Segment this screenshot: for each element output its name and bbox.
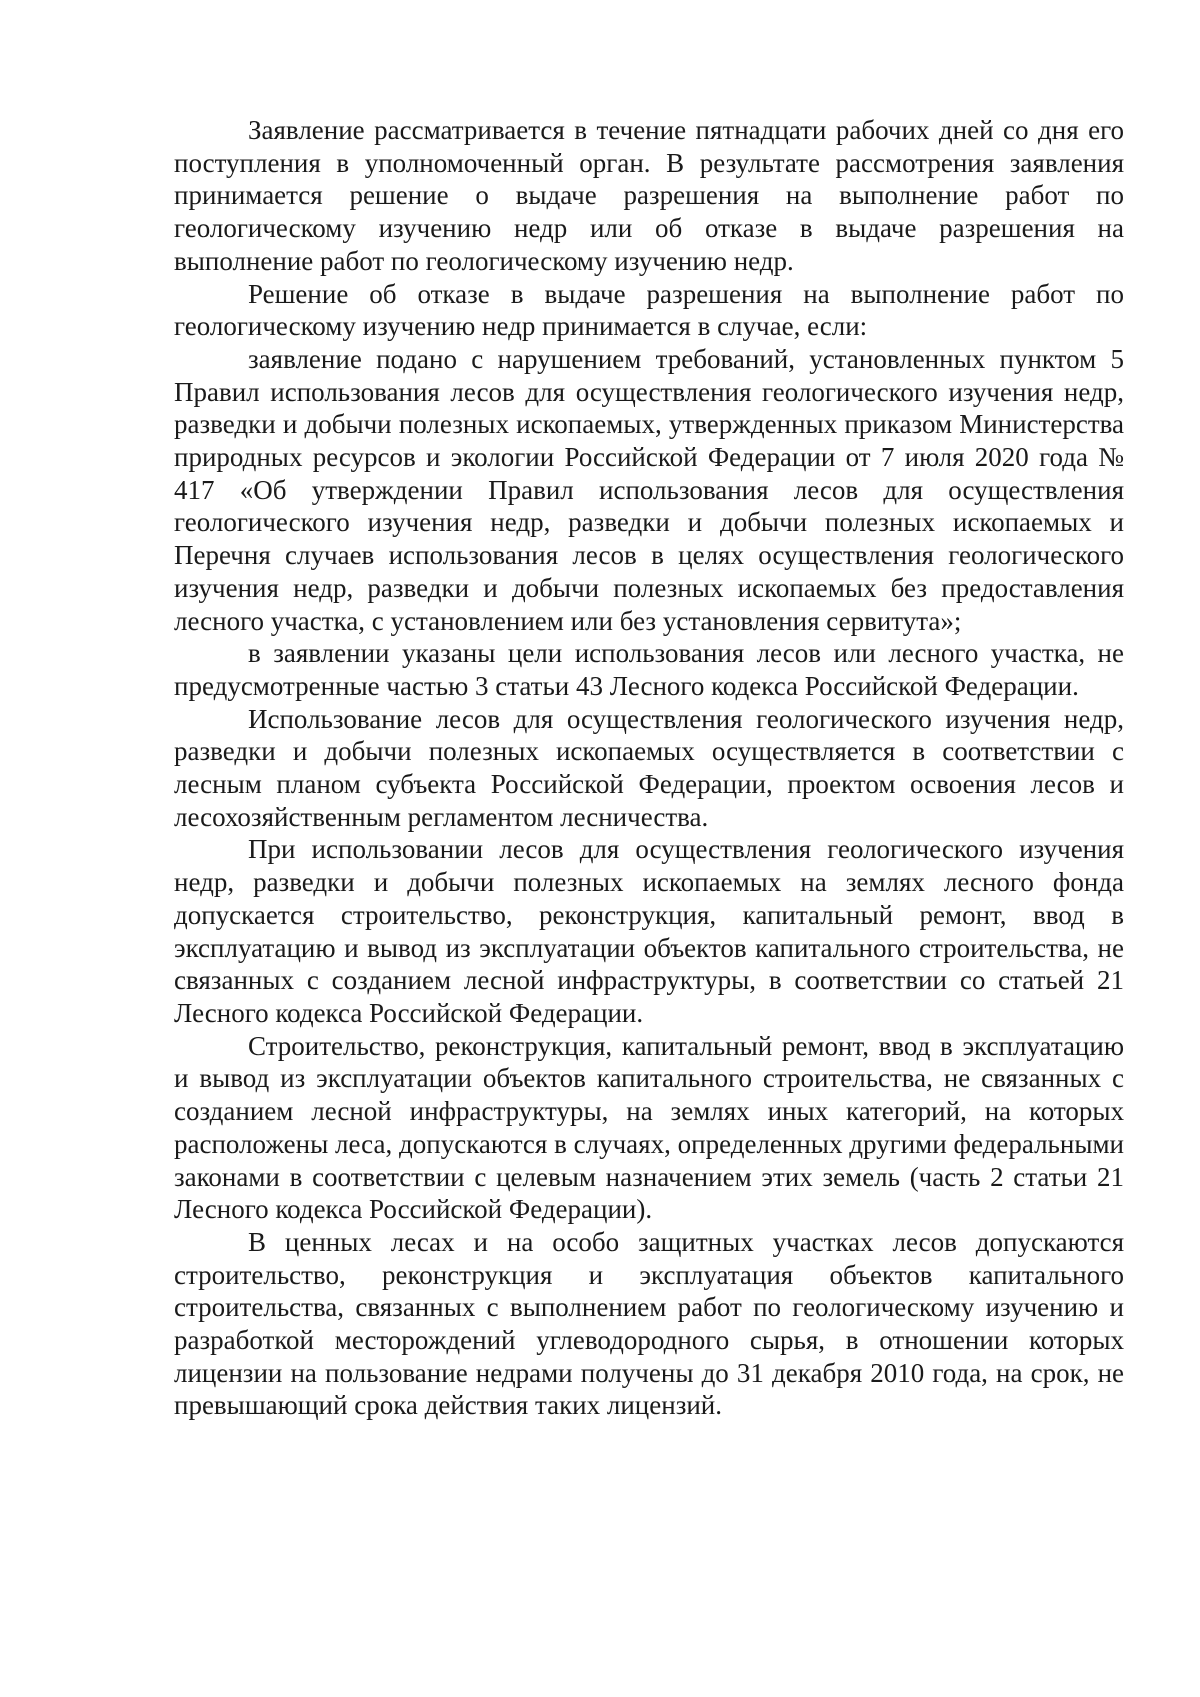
paragraph-application-review: Заявление рассматривается в течение пятнадцати рабочих дней со дня его поступления в уполномоченный орган. В результате рассмотрения заявления принимается решение о выдаче разрешения на выполнение работ по геологическому изучению недр или об отказе в выдаче разрешения на выполнение работ по геологическому изучению недр. bbox=[174, 115, 1124, 276]
paragraph-forest-fund-construction: При использовании лесов для осуществления геологического изучения недр, разведки и добычи полезных ископаемых на землях лесного фонда допускается строительство, реконструкция, капитальный ремонт, ввод в эксплуатацию и вывод из эксплуатации объектов капитального строительства, не связанных с созданием лесной инфраструктуры, в соответствии со статьей 21 Лесного кодекса Российской Федерации. bbox=[174, 834, 1124, 1028]
document-body bbox=[174, 114, 1124, 1422]
paragraph-refusal-case-1: заявление подано с нарушением требований, установленных пунктом 5 Правил использования лесов для осуществления геологического изучения недр, разведки и добычи полезных ископаемых, утвержденных приказом Министерства природных ресурсов и экологии Российской Федерации от 7 июля 2020 года № 417 «Об утверждении Правил использования лесов для осуществления геологического изучения недр, разведки и добычи полезных ископаемых и Перечня случаев использования лесов в целях осуществления геологического изучения недр, разведки и добычи полезных ископаемых без предоставления лесного участка, с установлением или без установления сервитута»; bbox=[174, 343, 1124, 636]
paragraph-valuable-forests: В ценных лесах и на особо защитных участках лесов допускаются строительство, реконструкция и эксплуатация объектов капитального строительства, связанных с выполнением работ по геологическому изучению и разработкой месторождений углеводородного сырья, в отношении которых лицензии на пользование недрами получены до 31 декабря 2010 года, на срок, не превышающий срока действия таких лицензий. bbox=[174, 1226, 1124, 1421]
paragraph-refusal-grounds: Решение об отказе в выдаче разрешения на выполнение работ по геологическому изучению недр принимается в случае, если: bbox=[174, 278, 1124, 342]
paragraph-other-lands-construction: Строительство, реконструкция, капитальный ремонт, ввод в эксплуатацию и вывод из эксплуатации объектов капитального строительства, не связанных с созданием лесной инфраструктуры, на землях иных категорий, на которых расположены леса, допускаются в случаях, определенных другими федеральными законами в соответствии с целевым назначением этих земель (часть 2 статьи 21 Лесного кодекса Российской Федерации). bbox=[174, 1030, 1124, 1225]
paragraph-refusal-case-2: в заявлении указаны цели использования лесов или лесного участка, не предусмотренные частью 3 статьи 43 Лесного кодекса Российской Федерации. bbox=[174, 638, 1124, 701]
paragraph-forest-use-basis: Использование лесов для осуществления геологического изучения недр, разведки и добычи полезных ископаемых осуществляется в соответствии с лесным планом субъекта Российской Федерации, проектом освоения лесов и лесохозяйственным регламентом лесничества. bbox=[174, 703, 1124, 832]
